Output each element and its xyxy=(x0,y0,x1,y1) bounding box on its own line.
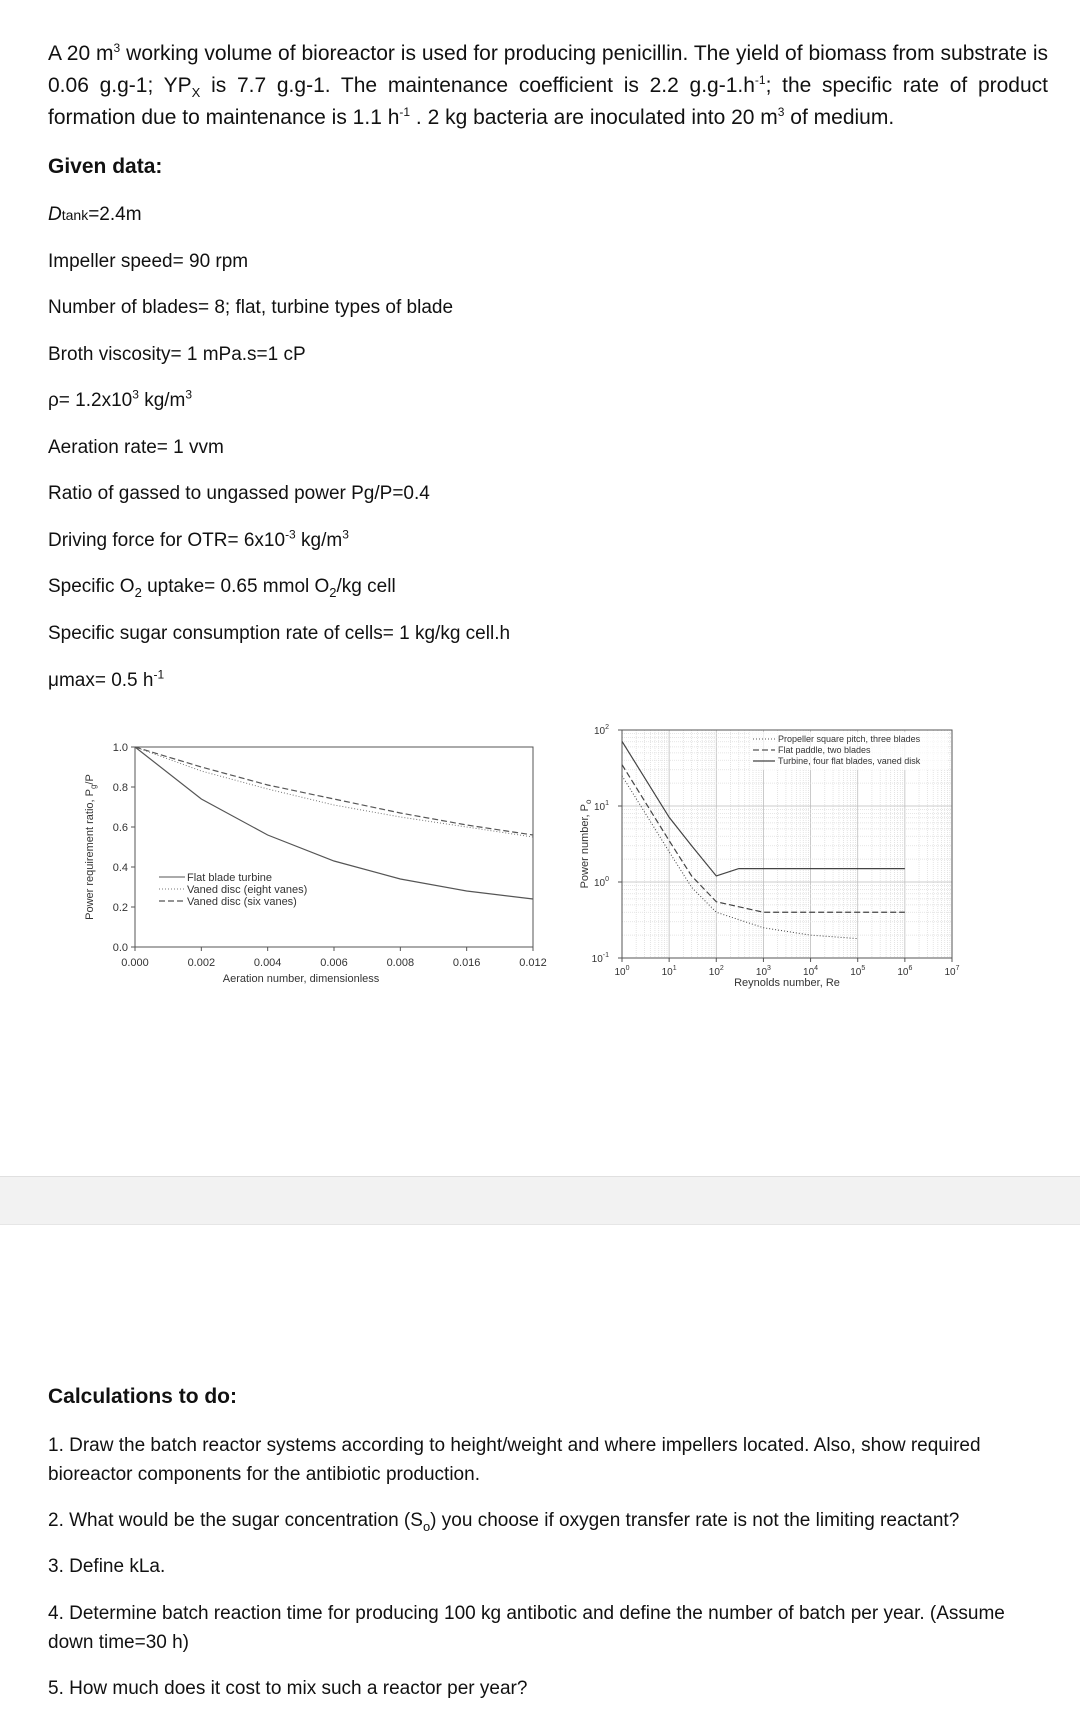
given-power-ratio: Ratio of gassed to ungassed power Pg/P=0.4 xyxy=(48,483,430,504)
given-mu-max: μmax= 0.5 $h^{-1}$ xyxy=(48,667,165,691)
chart1-series-3 xyxy=(135,747,533,835)
page-separator xyxy=(0,1176,1080,1225)
chart1-legend-six-vanes: Vaned disc (six vanes) xyxy=(187,896,297,908)
chart2-x-tick-label: $10^3$ xyxy=(755,965,771,978)
chart2-y-tick-label: $10^{-1}$ xyxy=(591,952,609,965)
chart1-series-2 xyxy=(135,747,533,837)
question-2: 2. What would be the sugar concentration $(S_o)$ you choose if oxygen transfer rate is not the limiting reactant? xyxy=(48,1510,960,1534)
chart2-y-tick-label: $10^0$ xyxy=(593,876,609,889)
given-dtank: Dtank=2.4m xyxy=(48,204,142,225)
chart2-series-3 xyxy=(622,776,858,939)
chart2-x-tick-label: $10^7$ xyxy=(944,965,960,978)
chart2-x-tick-label: $10^6$ xyxy=(897,965,913,978)
chart1-x-tick-label: 0.012 xyxy=(519,957,547,969)
chart1-y-tick-label: 0.6 xyxy=(112,822,128,834)
chart2-x-tick-label: $10^4$ xyxy=(803,965,819,978)
chart2-legend-turbine: Turbine, four flat blades, vaned disk xyxy=(778,756,921,766)
question-5: 5. How much does it cost to mix such a reactor per year? xyxy=(48,1678,528,1699)
given-sugar-consumption: Specific sugar consumption rate of cells= 1 kg/kg cell.h xyxy=(48,623,511,644)
question-1: 1. Draw the batch reactor systems according to height/weight and where impellers located. Also, show required bioreactor components for the antibiotic production. xyxy=(48,1435,981,1485)
question-3: 3. Define kLa. xyxy=(48,1556,166,1577)
chart1-y-tick-label: 0.0 xyxy=(112,942,128,954)
chart2-y-tick-label: $10^2$ xyxy=(593,724,609,737)
chart1-y-axis-label: Power requirement ratio, $P_g/P$ xyxy=(84,774,98,920)
chart1-y-tick-label: 1.0 xyxy=(112,742,128,754)
chart1-x-tick-label: 0.002 xyxy=(187,957,216,969)
problem-statement: A 20 $m^3$ working volume of bioreactor is used for producing penicillin. The yield of biomass from substrate is 0.06 g.g-1; $YP_X$ is 7.7 g.g-1. The maintenance coefficient is 2.2 $g.g-1.h^{-1}$; the specific rate of product formation due to maintenance is 1.1 $h^{-1}$ . 2 kg bacteria are inoculated into 20 $m^3$ of medium. xyxy=(48,41,1049,129)
chart2-x-tick-label: $10^0$ xyxy=(614,965,630,978)
chart1-y-tick-label: 0.2 xyxy=(112,902,128,914)
chart2-x-tick-label: $10^5$ xyxy=(850,965,866,978)
chart1-x-tick-label: 0.008 xyxy=(386,957,415,969)
chart2-x-tick-label: $10^2$ xyxy=(708,965,724,978)
chart1-plot-frame xyxy=(135,747,533,947)
chart1-x-tick-label: 0.016 xyxy=(452,957,481,969)
question-4: 4. Determine batch reaction time for producing 100 kg antibotic and define the number of batch per year. (Assume down time=30 h) xyxy=(48,1603,1005,1653)
chart2-x-axis-label: Reynolds number, Re xyxy=(734,977,840,989)
chart1-legend-flat-blade: Flat blade turbine xyxy=(187,872,272,884)
chart2-legend-flat-paddle: Flat paddle, two blades xyxy=(778,745,871,755)
chart2-legend-propeller: Propeller square pitch, three blades xyxy=(778,734,921,744)
chart1-x-tick-label: 0.006 xyxy=(320,957,348,969)
chart2-y-axis-label: Power number, $P_o$ xyxy=(579,799,593,889)
given-broth-viscosity: Broth viscosity= 1 mPa.s=1 cP xyxy=(48,344,306,365)
given-impeller-speed: Impeller speed= 90 rpm xyxy=(48,251,249,272)
given-o2-uptake: Specific $O_2$ uptake= 0.65 mmol $O_2/kg$ cell xyxy=(48,576,396,600)
power-ratio-chart xyxy=(78,725,547,995)
given-density: $\rho= 1.2x10^3$ $kg/m^3$ xyxy=(48,387,193,411)
power-number-chart xyxy=(570,718,980,998)
chart2-x-tick-label: $10^1$ xyxy=(661,965,677,978)
given-aeration-rate: Aeration rate= 1 vvm xyxy=(48,437,224,458)
chart1-y-tick-label: 0.8 xyxy=(112,782,128,794)
given-number-of-blades: Number of blades= 8; flat, turbine types of blade xyxy=(48,297,454,318)
chart1-legend-eight-vanes: Vaned disc (eight vanes) xyxy=(187,884,308,896)
chart1-x-tick-label: 0.004 xyxy=(253,957,282,969)
given-otr-driving-force: Driving force for $OTR= 6x10^{-3}$ $kg/m^3$ xyxy=(48,527,349,551)
chart1-x-tick-label: 0.000 xyxy=(121,957,149,969)
chart1-y-tick-label: 0.4 xyxy=(112,862,128,874)
chart1-x-axis-label: Aeration number, dimensionless xyxy=(222,973,380,985)
calculations-heading: Calculations to do: xyxy=(48,1385,237,1408)
given-data-heading: Given data: xyxy=(48,155,163,178)
chart2-y-tick-label: $10^1$ xyxy=(593,800,609,813)
